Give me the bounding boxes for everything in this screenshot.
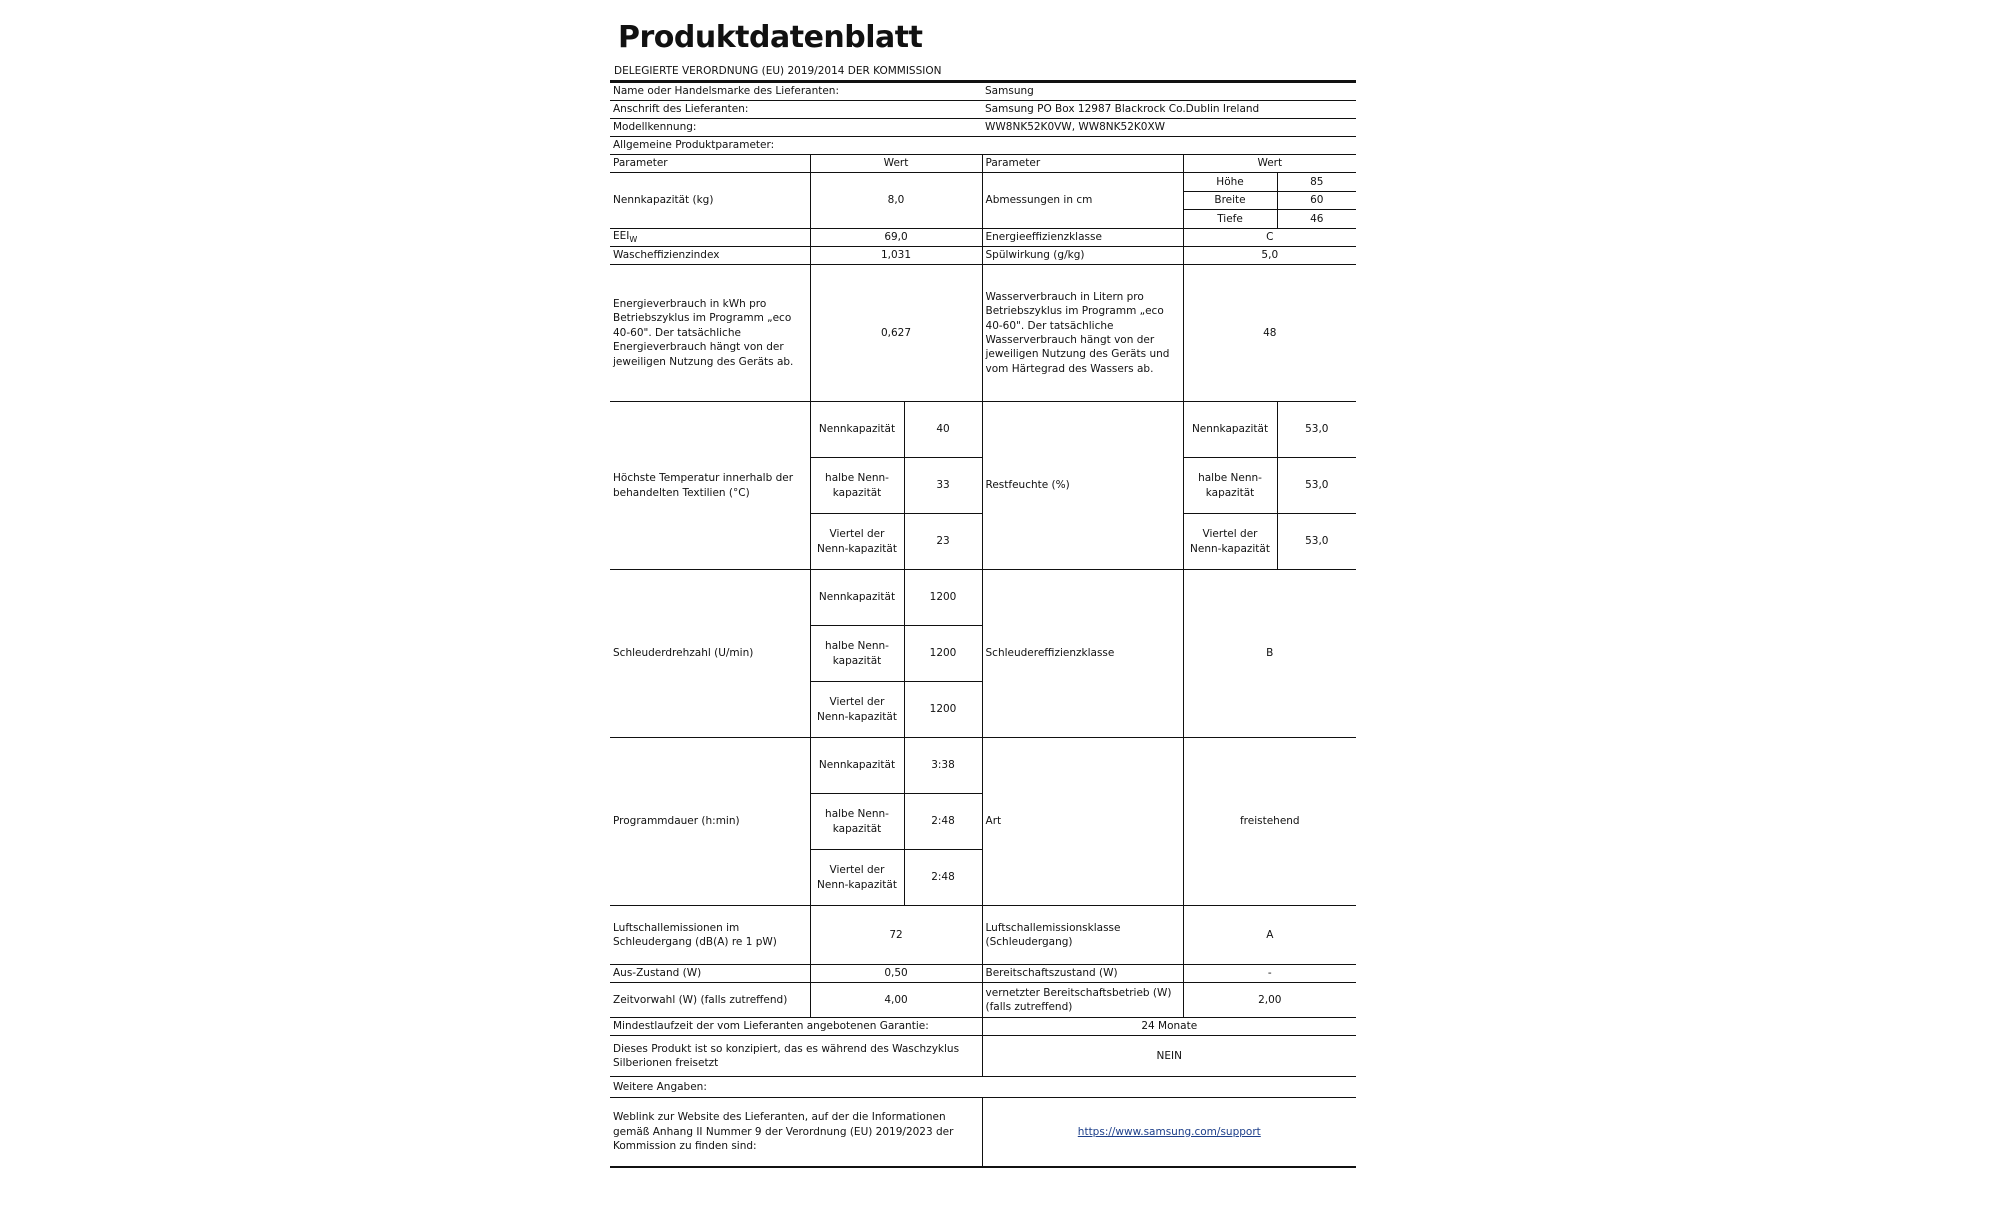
energy-class-label: Energieeffizienzklasse — [982, 229, 1183, 247]
regulation-subtitle: DELEGIERTE VERORDNUNG (EU) 2019/2014 DER KOMMISSION — [610, 62, 1356, 82]
spin-half-value: 1200 — [904, 626, 982, 682]
supplier-address-row — [610, 101, 1356, 119]
further-info-row — [610, 1077, 1356, 1098]
eei-row — [610, 229, 1356, 247]
network-standby-value: 2,00 — [1183, 983, 1356, 1018]
temp-full-row — [610, 402, 1356, 458]
duration-full-load-label: Nennkapazität — [810, 738, 904, 794]
network-standby-label: vernetzter Bereitschaftsbetrieb (W) (falls zutreffend) — [982, 983, 1183, 1018]
wash-index-row — [610, 247, 1356, 265]
general-parameters-row — [610, 137, 1356, 155]
header-row — [610, 155, 1356, 173]
moisture-half-value: 53,0 — [1277, 458, 1356, 514]
supplier-name-row — [610, 83, 1356, 101]
temp-full-load-label: Nennkapazität — [810, 402, 904, 458]
width-label: Breite — [1183, 191, 1277, 210]
warranty-value: 24 Monate — [982, 1018, 1356, 1036]
warranty-row — [610, 1018, 1356, 1036]
type-value: freistehend — [1183, 738, 1356, 906]
value-header-left: Wert — [810, 155, 982, 173]
duration-half-value: 2:48 — [904, 794, 982, 850]
spin-quarter-value: 1200 — [904, 682, 982, 738]
duration-quarter-load-label: Viertel der Nenn-kapazität — [810, 850, 904, 906]
support-link[interactable]: https://www.samsung.com/support — [1077, 1125, 1261, 1138]
dimensions-label: Abmessungen in cm — [982, 173, 1183, 229]
rinse-value: 5,0 — [1183, 247, 1356, 265]
energy-consumption-label: Energieverbrauch in kWh pro Betriebszyklus im Programm „eco 40-60". Der tatsächliche Energieverbrauch hängt von der jeweiligen Nutzung des Geräts ab. — [610, 265, 810, 402]
silver-row — [610, 1036, 1356, 1077]
supplier-name-label: Name oder Handelsmarke des Lieferanten: — [610, 83, 982, 101]
general-parameters-label: Allgemeine Produktparameter: — [610, 137, 1356, 155]
off-mode-value: 0,50 — [810, 965, 982, 983]
supplier-address-value: Samsung PO Box 12987 Blackrock Co.Dublin Ireland — [982, 101, 1356, 119]
rinse-label: Spülwirkung (g/kg) — [982, 247, 1183, 265]
off-mode-label: Aus-Zustand (W) — [610, 965, 810, 983]
page-title: Produktdatenblatt — [618, 20, 923, 55]
spin-full-load-label: Nennkapazität — [810, 570, 904, 626]
width-value: 60 — [1277, 191, 1356, 210]
depth-value: 46 — [1277, 210, 1356, 229]
spin-class-value: B — [1183, 570, 1356, 738]
consumption-row — [610, 265, 1356, 402]
delay-start-row — [610, 983, 1356, 1018]
max-temp-label: Höchste Temperatur innerhalb der behandelten Textilien (°C) — [610, 402, 810, 570]
param-header-left: Parameter — [610, 155, 810, 173]
noise-class-label: Luftschallemissionsklasse (Schleudergang) — [982, 906, 1183, 965]
duration-full-row — [610, 738, 1356, 794]
silver-value: NEIN — [982, 1036, 1356, 1077]
height-label: Höhe — [1183, 173, 1277, 192]
wash-index-label: Wascheffizienzindex — [610, 247, 810, 265]
moisture-label: Restfeuchte (%) — [982, 402, 1183, 570]
temp-half-value: 33 — [904, 458, 982, 514]
standby-value: - — [1183, 965, 1356, 983]
spin-full-row — [610, 570, 1356, 626]
delay-start-label: Zeitvorwahl (W) (falls zutreffend) — [610, 983, 810, 1018]
spin-class-label: Schleudereffizienzklasse — [982, 570, 1183, 738]
water-consumption-value: 48 — [1183, 265, 1356, 402]
duration-label: Programmdauer (h:min) — [610, 738, 810, 906]
model-label: Modellkennung: — [610, 119, 982, 137]
depth-label: Tiefe — [1183, 210, 1277, 229]
moisture-full-load-label: Nennkapazität — [1183, 402, 1277, 458]
capacity-value: 8,0 — [810, 173, 982, 229]
type-label: Art — [982, 738, 1183, 906]
energy-consumption-value: 0,627 — [810, 265, 982, 402]
noise-row — [610, 906, 1356, 965]
capacity-row — [610, 173, 1356, 192]
temp-quarter-value: 23 — [904, 514, 982, 570]
off-mode-row — [610, 965, 1356, 983]
param-header-right: Parameter — [982, 155, 1183, 173]
noise-value: 72 — [810, 906, 982, 965]
delay-start-value: 4,00 — [810, 983, 982, 1018]
noise-class-value: A — [1183, 906, 1356, 965]
supplier-name-value: Samsung — [982, 83, 1356, 101]
water-consumption-label: Wasserverbrauch in Litern pro Betriebszyklus im Programm „eco 40-60". Der tatsächliche Wasserverbrauch hängt von der jeweiligen Nutzung des Geräts und vom Härtegrad des Wassers ab. — [982, 265, 1183, 402]
moisture-quarter-load-label: Viertel der Nenn-kapazität — [1183, 514, 1277, 570]
silver-label: Dieses Produkt ist so konzipiert, das es während des Waschzyklus Silberionen freisetzt — [610, 1036, 982, 1077]
product-data-sheet — [610, 18, 1356, 1168]
capacity-label: Nennkapazität (kg) — [610, 173, 810, 229]
duration-half-load-label: halbe Nenn-kapazität — [810, 794, 904, 850]
height-value: 85 — [1277, 173, 1356, 192]
weblink-label: Weblink zur Website des Lieferanten, auf der die Informationen gemäß Anhang II Nummer 9 der Verordnung (EU) 2019/2023 der Kommission zu finden sind: — [610, 1098, 982, 1168]
wash-index-value: 1,031 — [810, 247, 982, 265]
spin-speed-label: Schleuderdrehzahl (U/min) — [610, 570, 810, 738]
supplier-address-label: Anschrift des Lieferanten: — [610, 101, 982, 119]
weblink-row — [610, 1098, 1356, 1168]
model-row — [610, 119, 1356, 137]
model-value: WW8NK52K0VW, WW8NK52K0XW — [982, 119, 1356, 137]
temp-half-load-label: halbe Nenn-kapazität — [810, 458, 904, 514]
spin-full-value: 1200 — [904, 570, 982, 626]
spin-half-load-label: halbe Nenn-kapazität — [810, 626, 904, 682]
eei-label: $EEI_W$ — [610, 229, 810, 247]
energy-class-value: C — [1183, 229, 1356, 247]
moisture-half-load-label: halbe Nenn-kapazität — [1183, 458, 1277, 514]
weblink-cell — [982, 1098, 1356, 1168]
product-data-table — [610, 82, 1356, 1168]
duration-quarter-value: 2:48 — [904, 850, 982, 906]
duration-full-value: 3:38 — [904, 738, 982, 794]
moisture-quarter-value: 53,0 — [1277, 514, 1356, 570]
spin-quarter-load-label: Viertel der Nenn-kapazität — [810, 682, 904, 738]
further-info-label: Weitere Angaben: — [610, 1077, 1356, 1098]
noise-label: Luftschallemissionen im Schleudergang (dB(A) re 1 pW) — [610, 906, 810, 965]
moisture-full-value: 53,0 — [1277, 402, 1356, 458]
eei-value: 69,0 — [810, 229, 982, 247]
temp-full-value: 40 — [904, 402, 982, 458]
standby-label: Bereitschaftszustand (W) — [982, 965, 1183, 983]
value-header-right: Wert — [1183, 155, 1356, 173]
temp-quarter-load-label: Viertel der Nenn-kapazität — [810, 514, 904, 570]
warranty-label: Mindestlaufzeit der vom Lieferanten angebotenen Garantie: — [610, 1018, 982, 1036]
